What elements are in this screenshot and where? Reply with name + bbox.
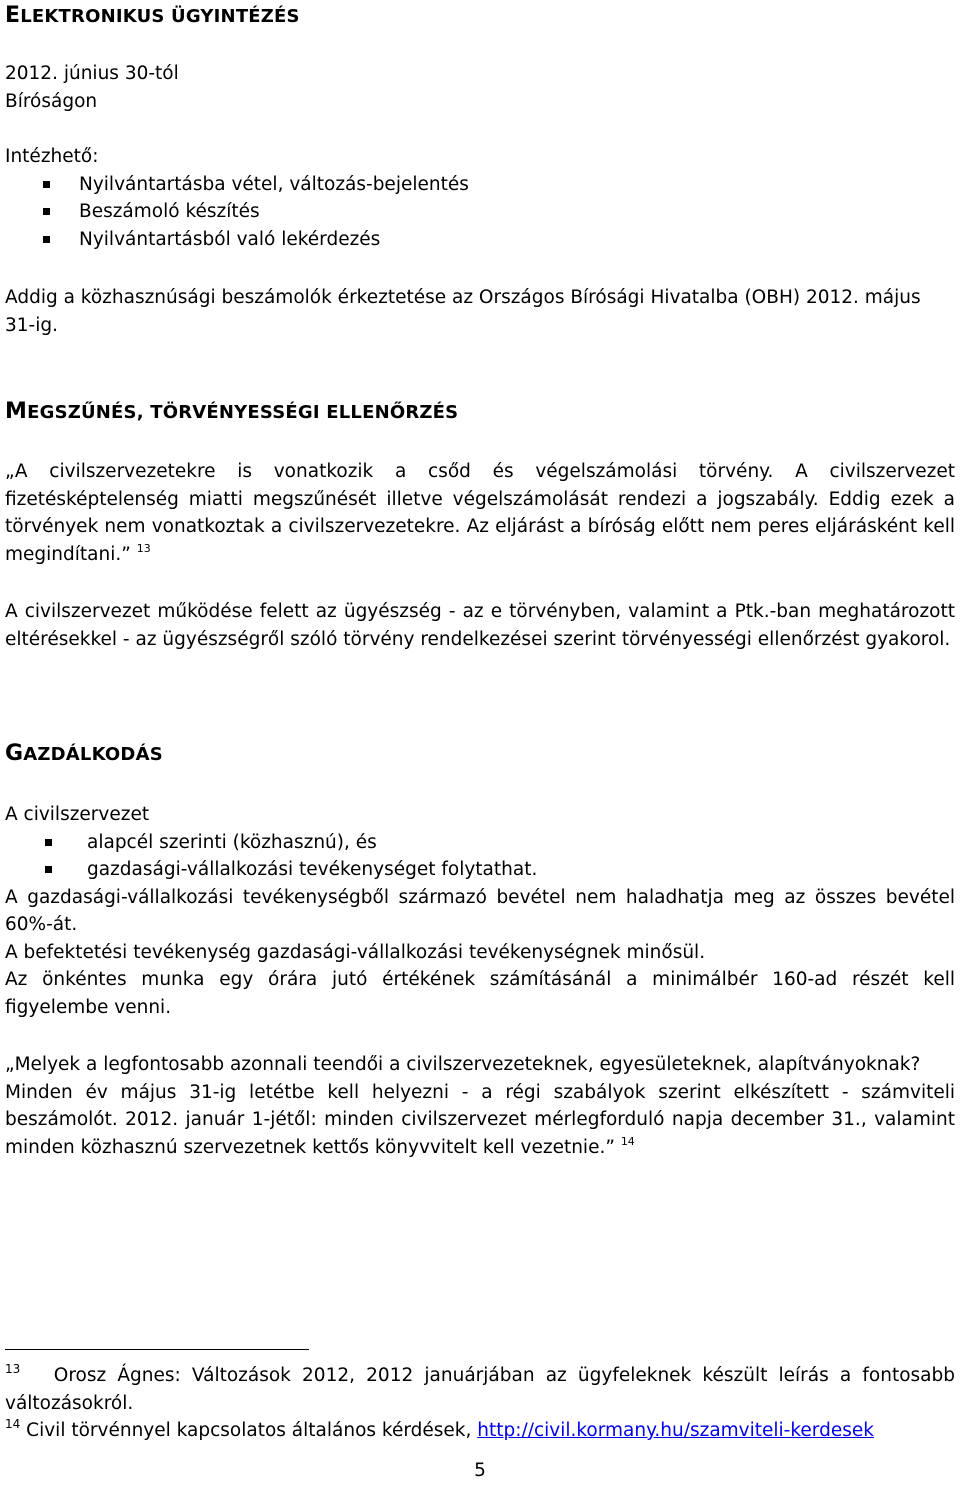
section-heading: GAZDÁLKODÁS <box>5 741 163 766</box>
paragraph: „A civilszervezetekre is vonatkozik a csőd és végelszámolási törvény. A civilszervezet fizetésképtelenség miatti megszűnését illetve végelszámolását rendezi a jogszabály. Eddig ezek a törvények nem vonatkoztak a civilszervezetekre. Az eljárást a bíróság előtt nem peres eljárásként kell megindítani.” $^{13}$ <box>5 461 955 565</box>
section-heading: ELEKTRONIKUS ÜGYINTÉZÉS <box>5 3 300 28</box>
footnote-ref: 13 <box>136 541 151 555</box>
page-number: 5 <box>474 1460 486 1481</box>
paragraph: A gazdasági-vállalkozási tevékenységből származó bevétel nem haladhatja meg az összes bevétel 60%-át. <box>5 886 955 935</box>
date-line: 2012. június 30-tól <box>5 63 179 84</box>
footnote-separator <box>5 1349 309 1350</box>
section-electronic-administration <box>5 2 955 31</box>
paragraph: A befektetési tevékenység gazdasági-vállalkozási tevékenységnek minősül. <box>5 941 706 963</box>
bullet-list <box>5 171 955 254</box>
paragraph: Az önkéntes munka egy órára jutó értékének számításánál a minimálbér 160-ad részét kell figyelembe venni. <box>5 969 955 1018</box>
bullet-square-icon <box>43 236 50 243</box>
answer-paragraph: Minden év május 31-ig letétbe kell helyezni - a régi szabályok szerint elkészített - számviteli beszámolót. 2012. január 1-jétől: minden civilszervezet mérlegforduló napja december 31., valamint minden közhasznú szervezetnek kettős könyvvitelt kell vezetnie.” $^{14}$ <box>5 1081 955 1158</box>
list-item: Nyilvántartásból való lekérdezés <box>5 226 955 254</box>
section-termination-legality <box>5 398 955 427</box>
list-item: Beszámoló készítés <box>5 198 955 226</box>
question-paragraph: „Melyek a legfontosabb azonnali teendői a civilszervezeteknek, egyesületeknek, alapítványoknak? <box>5 1054 921 1075</box>
location-line: Bíróságon <box>5 90 98 112</box>
bullet-square-icon <box>43 208 50 215</box>
bullet-square-icon <box>45 839 52 846</box>
paragraph: Addig a közhasznúsági beszámolók érkeztetése az Országos Bírósági Hivatalba (OBH) 2012. május 31-ig. <box>5 287 921 336</box>
list-item: alapcél szerinti (közhasznú), és <box>5 829 955 857</box>
footnote-link[interactable]: http://civil.kormany.hu/szamviteli-kerdesek <box>477 1420 874 1441</box>
footnotes <box>5 1362 955 1445</box>
list-intro: A civilszervezet <box>5 804 150 825</box>
footnote-ref: 14 <box>620 1134 635 1148</box>
list-intro: Intézhető: <box>5 146 99 167</box>
footnote: $^{14}$ Civil törvénnyel kapcsolatos általános kérdések, http://civil.kormany.hu/szamviteli-kerdesek <box>5 1417 874 1441</box>
bullet-list <box>5 829 955 884</box>
section-heading: MEGSZŰNÉS, TÖRVÉNYESSÉGI ELLENŐRZÉS <box>5 399 459 424</box>
bullet-square-icon <box>45 866 52 873</box>
bullet-square-icon <box>43 181 50 188</box>
list-item: gazdasági-vállalkozási tevékenységet folytathat. <box>5 856 955 884</box>
section-management <box>5 740 955 769</box>
list-item: Nyilvántartásba vétel, változás-bejelentés <box>5 171 955 199</box>
footnote: $^{13}$ Orosz Ágnes: Változások 2012, 2012 januárjában az ügyfeleknek készült leírás a fontosabb változásokról. <box>5 1362 955 1414</box>
paragraph: A civilszervezet működése felett az ügyészség - az e törvényben, valamint a Ptk.-ban meghatározott eltérésekkel - az ügyészségről szóló törvény rendelkezései szerint törvényességi ellenőrzést gyakorol. <box>5 601 955 650</box>
